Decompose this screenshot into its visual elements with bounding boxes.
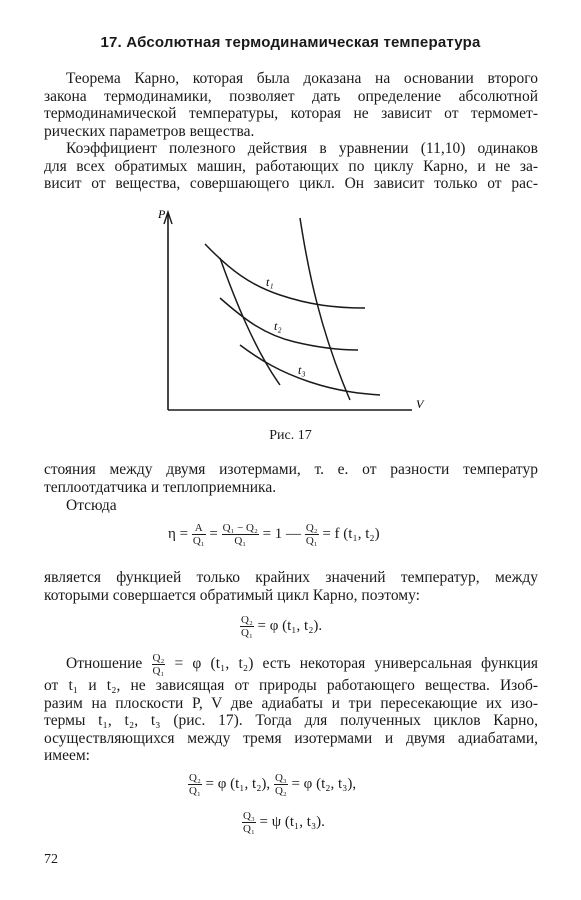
- text-line: Коэффициент полезного действия в уравнении (11,10) одинаков: [66, 140, 538, 157]
- fraction: $\frac{\text{Q₂}}{\text{Q₁}}$: [189, 772, 201, 797]
- formula-text: = φ (t₁, t₂),: [205, 775, 271, 792]
- label-t2: t₂: [274, 319, 282, 333]
- formula-text: = f (t₁, t₂): [322, 525, 380, 542]
- text-line: закона термодинамики, позволяет дать определение абсолютной: [44, 87, 538, 105]
- text-line: висит от вещества, совершающего цикл. Он зависит только от рас-: [44, 175, 538, 192]
- fraction: $\frac{\text{Q₂}}{\text{Q₁}}$: [152, 652, 165, 677]
- label-t3: t₃: [298, 363, 306, 377]
- text-line: Теорема Карно, которая была доказана на основании второго: [66, 70, 538, 87]
- fraction: $\frac{\text{Q₃}}{\text{Q₁}}$: [243, 810, 255, 835]
- text-line: теплоотдатчика и теплоприемника.: [44, 478, 277, 496]
- text-line: разим на плоскости P, V две адиабаты и три пересекающие их изо-: [44, 694, 538, 712]
- fraction: $\frac{\text{Q₂}}{\text{Q₁}}$: [241, 614, 253, 639]
- paragraph-2: [44, 140, 538, 193]
- paragraph-3: [44, 461, 538, 496]
- eta-symbol: η: [168, 525, 176, 542]
- page-number: 72: [44, 852, 58, 867]
- formula-text: = φ (t₂, t₃),: [291, 775, 357, 792]
- formula-ratio-c: [242, 810, 325, 835]
- text-line: от t₁ и t₂, не зависящая от природы работающего вещества. Изоб-: [44, 677, 538, 694]
- formula-text: = φ (t₁, t₂).: [257, 617, 323, 634]
- paragraph-otsyuda: [44, 497, 538, 515]
- paragraph-4: [44, 569, 538, 604]
- label-t1: t₁: [266, 275, 274, 289]
- equals-sign: =: [209, 525, 218, 542]
- text-line: имеем:: [44, 747, 90, 764]
- text-line: которыми совершается обратимый цикл Карно, поэтому:: [44, 586, 420, 604]
- isotherm-t1: [205, 244, 365, 308]
- equals-sign: =: [179, 525, 189, 542]
- p-axis-label: P: [158, 207, 166, 221]
- formula-ratio: [240, 614, 322, 639]
- fraction: $\frac{\text{Q₁ − Q₂}}{\text{Q₁}}$: [222, 522, 258, 547]
- isotherm-t2: [220, 298, 358, 350]
- text-line: является функцией только крайних значений температур, между: [44, 569, 538, 586]
- formula-ratio-a: [188, 772, 356, 797]
- fraction: $\frac{A}{\text{Q₁}}$: [192, 522, 205, 547]
- text-line: осуществляющихся между тремя изотермами и двумя адиабатами,: [44, 729, 538, 747]
- paragraph-5: [44, 652, 538, 765]
- formula-text: = 1 —: [262, 525, 302, 542]
- text-line: Отсюда: [66, 497, 117, 514]
- text-line: для всех обратимых машин, работающих по циклу Карно, и не за-: [44, 157, 538, 175]
- fraction: $\frac{\text{Q₃}}{\text{Q₂}}$: [274, 772, 287, 797]
- paragraph-1: [44, 70, 538, 140]
- fraction: $\frac{\text{Q₂}}{\text{Q₁}}$: [305, 522, 318, 547]
- pv-diagram: [150, 200, 440, 440]
- formula-efficiency: [168, 522, 380, 547]
- text-line: термодинамической температуры, которая не зависит от термомет-: [44, 105, 538, 122]
- text-line: термы t₁, t₂, t₃ (рис. 17). Тогда для полученных циклов Карно,: [44, 712, 538, 729]
- text-line: стояния между двумя изотермами, т. е. от разности температур: [44, 461, 538, 478]
- text-line: Отношение $\frac{\text{Q₂}}{\text{Q₁}}$ = φ (t₁, t₂) есть некоторая универсальная функция: [66, 652, 539, 677]
- section-heading: 17. Абсолютная термодинамическая температура: [100, 34, 481, 51]
- figure-caption: Рис. 17: [269, 428, 312, 443]
- text-line: рических параметров вещества.: [44, 122, 255, 140]
- v-axis-label: V: [416, 397, 424, 411]
- adiabat-2: [300, 218, 350, 400]
- formula-text: = ψ (t₁, t₃).: [259, 813, 325, 830]
